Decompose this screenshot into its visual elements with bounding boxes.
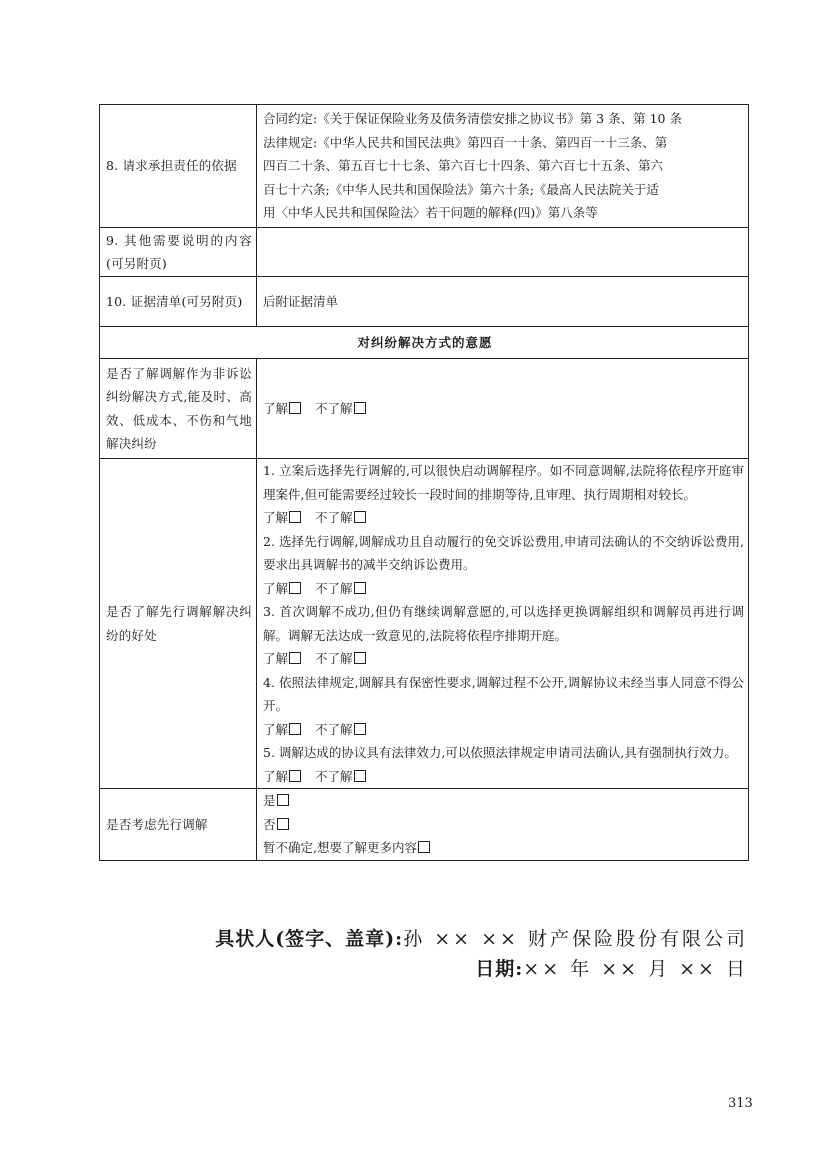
liability-basis-value (257, 105, 749, 228)
mediation-benefits-content (257, 459, 749, 789)
option-understand[interactable]: 了解 (263, 506, 301, 530)
checkbox[interactable] (289, 582, 301, 594)
benefit-item: 4. 依照法律规定,调解具有保密性要求,调解过程不公开,调解协议未经当事人同意不得公开。 (263, 674, 744, 713)
option-no[interactable]: 否 (263, 813, 744, 837)
date-value: ×× 年 ×× 月 ×× 日 (523, 958, 748, 980)
checkbox[interactable] (277, 818, 289, 830)
basis-line: 百七十六条;《中华人民共和国保险法》第六十条;《最高人民法院关于适 (263, 181, 659, 197)
row-other-notes (100, 228, 749, 277)
other-notes-value (257, 228, 749, 277)
row-mediation-benefits (100, 459, 749, 789)
mediation-benefits-label: 是否了解先行调解解决纠纷的好处 (100, 459, 257, 789)
row-section-title (100, 327, 749, 359)
signature-line (215, 924, 748, 951)
checkbox[interactable] (289, 402, 301, 414)
option-understand[interactable]: 了解 (263, 397, 301, 421)
understand-mediation-options (257, 359, 749, 459)
understand-mediation-label: 是否了解调解作为非诉讼纠纷解决方式,能及时、高效、低成本、不伤和气地解决纠纷 (100, 359, 257, 459)
evidence-list-label: 10. 证据清单(可另附页) (100, 277, 257, 327)
checkbox[interactable] (289, 511, 301, 523)
basis-line: 用〈中华人民共和国保险法〉若干问题的解释(四)》第八条等 (263, 205, 598, 221)
other-notes-label: 9. 其他需要说明的内容(可另附页) (100, 228, 257, 277)
basis-line: 合同约定:《关于保证保险业务及债务清偿安排之协议书》第 3 条、第 10 条 (263, 111, 682, 127)
checkbox[interactable] (289, 770, 301, 782)
benefit-item: 5. 调解达成的协议具有法律效力,可以依照法律规定申请司法确认,具有强制执行效力。 (263, 745, 737, 760)
page-number: 313 (728, 1096, 753, 1111)
signature-names: 孙 ×× ×× 财产保险股份有限公司 (403, 928, 748, 950)
benefit-options (263, 765, 744, 789)
option-not-understand[interactable]: 不了解 (315, 506, 366, 530)
benefit-item: 3. 首次调解不成功,但仍有继续调解意愿的,可以选择更换调解组织和调解员再进行调解。调解无法达成一致意见的,法院将依程序排期开庭。 (263, 604, 744, 643)
option-understand[interactable]: 了解 (263, 765, 301, 789)
evidence-list-value: 后附证据清单 (257, 277, 749, 327)
checkbox[interactable] (418, 841, 430, 853)
option-not-understand[interactable]: 不了解 (315, 647, 366, 671)
date-line (475, 954, 748, 981)
basis-line: 四百二十条、第五百七十七条、第六百七十四条、第六百七十五条、第六 (263, 158, 664, 174)
checkbox[interactable] (354, 402, 366, 414)
checkbox[interactable] (354, 770, 366, 782)
option-not-understand[interactable]: 不了解 (315, 765, 366, 789)
date-label: 日期: (475, 958, 524, 980)
complaint-form-table (99, 104, 749, 861)
benefit-options (263, 577, 744, 601)
benefit-options (263, 647, 744, 671)
benefit-item: 1. 立案后选择先行调解的,可以很快启动调解程序。如不同意调解,法院将依程序开庭审理案件,但可能需要经过较长一段时间的排期等待,且审理、执行周期相对较长。 (263, 463, 744, 502)
checkbox[interactable] (277, 794, 289, 806)
option-understand[interactable]: 了解 (263, 647, 301, 671)
checkbox[interactable] (354, 582, 366, 594)
basis-line: 法律规定:《中华人民共和国民法典》第四百一十条、第四百一十三条、第 (263, 134, 668, 150)
row-liability-basis (100, 105, 749, 228)
row-understand-mediation (100, 359, 749, 459)
checkbox[interactable] (289, 723, 301, 735)
benefit-options (263, 506, 744, 530)
option-undecided[interactable]: 暂不确定,想要了解更多内容 (263, 836, 744, 860)
checkbox[interactable] (354, 723, 366, 735)
option-understand[interactable]: 了解 (263, 577, 301, 601)
consider-mediation-label: 是否考虑先行调解 (100, 789, 257, 861)
row-consider-mediation (100, 789, 749, 861)
checkbox[interactable] (354, 511, 366, 523)
option-not-understand[interactable]: 不了解 (315, 397, 366, 421)
row-evidence-list (100, 277, 749, 327)
option-yes[interactable]: 是 (263, 789, 744, 813)
section-title: 对纠纷解决方式的意愿 (100, 327, 749, 359)
checkbox[interactable] (289, 652, 301, 664)
checkbox[interactable] (354, 652, 366, 664)
option-understand[interactable]: 了解 (263, 718, 301, 742)
benefit-item: 2. 选择先行调解,调解成功且自动履行的免交诉讼费用,申请司法确认的不交纳诉讼费用,要求出具调解书的减半交纳诉讼费用。 (263, 533, 744, 572)
signature-label: 具状人(签字、盖章): (215, 928, 404, 950)
consider-mediation-options (257, 789, 749, 861)
option-not-understand[interactable]: 不了解 (315, 718, 366, 742)
liability-basis-label: 8. 请求承担责任的依据 (100, 105, 257, 228)
benefit-options (263, 718, 744, 742)
option-not-understand[interactable]: 不了解 (315, 577, 366, 601)
